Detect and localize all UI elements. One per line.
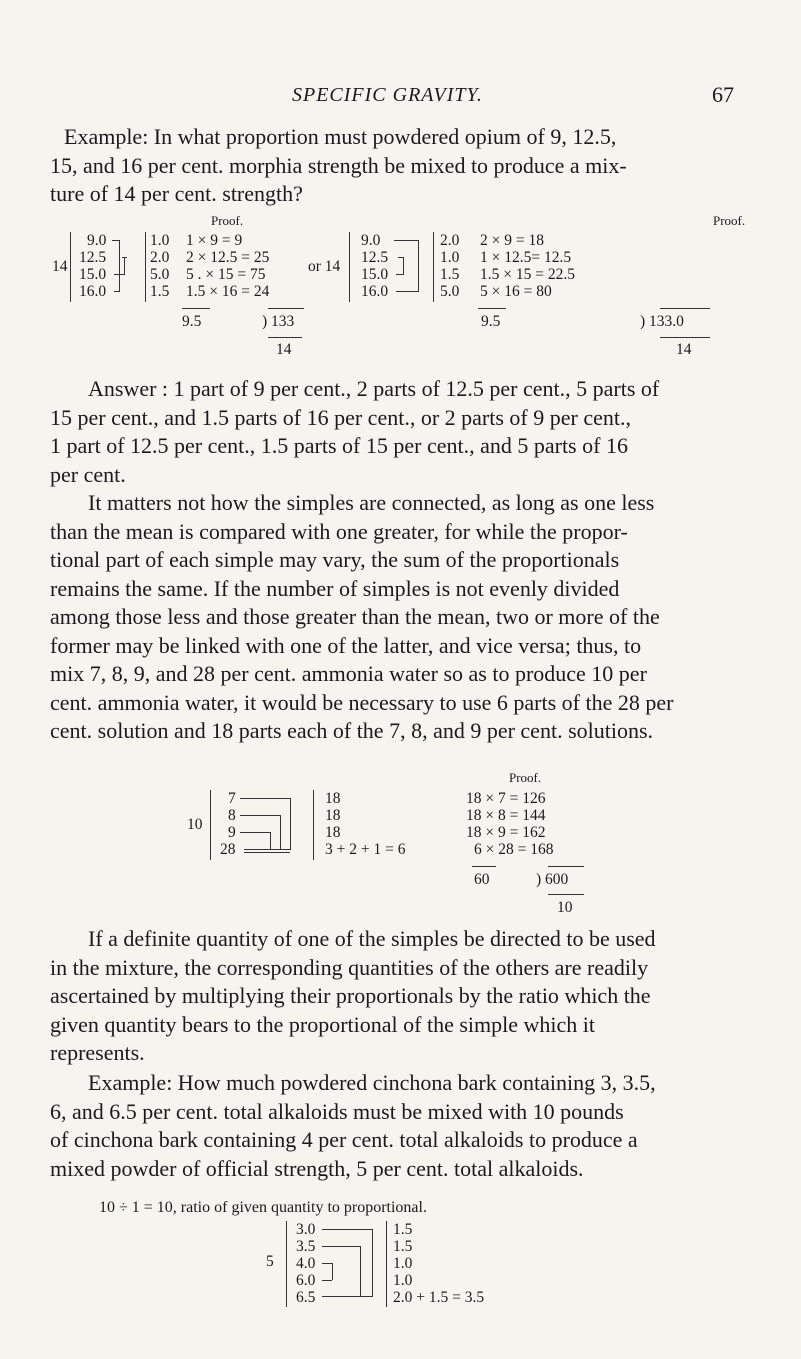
proof-line: 1.5 × 15 = 22.5 xyxy=(480,266,575,283)
proof-line: 5 . × 15 = 75 xyxy=(186,266,266,283)
text-line: represents. xyxy=(50,1040,145,1065)
part-value: 18 xyxy=(325,807,341,824)
proof-label: Proof. xyxy=(509,770,542,785)
link-line xyxy=(240,815,280,816)
text-line: 15, and 16 per cent. morphia strength be mixed to produce a mix- xyxy=(50,152,627,178)
text-line: than the mean is compared with one greater, for while the propor- xyxy=(50,518,628,544)
result-value: 14 xyxy=(676,341,692,358)
text-line: of cinchona bark containing 4 per cent. total alkaloids to produce a xyxy=(50,1127,638,1152)
simple-value: 9.0 xyxy=(87,232,107,249)
proof-line: 2 × 9 = 18 xyxy=(480,232,544,249)
sum-rule xyxy=(548,866,584,867)
part-value: 1.5 xyxy=(440,266,460,283)
proof-line: 18 × 9 = 162 xyxy=(466,824,546,841)
part-value: 1.5 xyxy=(393,1238,413,1255)
example-2-text xyxy=(50,1069,656,1183)
link-line xyxy=(360,1246,361,1297)
link-line xyxy=(244,849,290,850)
proof-line: 5 × 16 = 80 xyxy=(480,283,552,300)
simple-value: 3.0 xyxy=(296,1221,316,1238)
link-line xyxy=(114,291,119,292)
result-value: 10 xyxy=(557,899,573,916)
link-line xyxy=(322,1229,372,1230)
link-line xyxy=(244,852,290,853)
part-value: 18 xyxy=(325,824,341,841)
text-line: cent. solution and 18 parts each of the 7, 8, and 9 per cent. solutions. xyxy=(50,718,654,743)
text-line: given quantity bears to the proportional of the simple which it xyxy=(50,1011,595,1037)
text-line: 1 part of 12.5 per cent., 1.5 parts of 15 per cent., and 5 parts of 16 xyxy=(50,433,628,458)
link-line xyxy=(322,1246,360,1247)
part-value: 2.0 + 1.5 = 3.5 xyxy=(393,1289,485,1306)
simple-value: 4.0 xyxy=(296,1255,316,1272)
text-line: 15 per cent., and 1.5 parts of 16 per cent., or 2 parts of 9 per cent., xyxy=(50,404,631,430)
bracket-line xyxy=(386,1221,387,1307)
link-line xyxy=(290,798,291,850)
link-line xyxy=(114,274,124,275)
sum-rule xyxy=(182,308,210,309)
text-line: remains the same. If the number of simples is not evenly divided xyxy=(50,575,620,601)
text-line: 6, and 6.5 per cent. total alkaloids must be mixed with 10 pounds xyxy=(50,1098,624,1124)
bracket-line xyxy=(145,232,146,302)
link-line xyxy=(332,1263,333,1280)
simple-value: 3.5 xyxy=(296,1238,316,1255)
proof-line: 1 × 9 = 9 xyxy=(186,232,243,249)
mean-value: 14 xyxy=(52,258,68,275)
text-line: mix 7, 8, 9, and 28 per cent. ammonia water so as to produce 10 per xyxy=(50,661,647,686)
simple-value: 6.0 xyxy=(296,1272,316,1289)
simple-value: 6.5 xyxy=(296,1289,316,1306)
sum-value: 9.5 xyxy=(182,313,202,330)
part-value: 5.0 xyxy=(440,283,460,300)
link-line xyxy=(322,1296,372,1297)
result-value: 14 xyxy=(276,341,292,358)
proof-label: Proof. xyxy=(211,213,244,228)
text-line: It matters not how the simples are connected, as long as one less xyxy=(88,490,655,515)
link-line xyxy=(119,240,120,292)
page-number: 67 xyxy=(712,82,734,107)
text-line: Example: How much powdered cinchona bark containing 3, 3.5, xyxy=(88,1070,656,1095)
text-line: among those less and those greater than the mean, two or more of the xyxy=(50,604,660,629)
bracket-line xyxy=(349,232,350,302)
simple-value: 9 xyxy=(228,824,236,841)
text-line: per cent. xyxy=(50,461,126,487)
mean-value: 5 xyxy=(266,1253,274,1270)
simple-value: 7 xyxy=(228,790,236,807)
bracket-line xyxy=(313,790,314,860)
or-label: or 14 xyxy=(308,258,341,275)
division-value: ) 133 xyxy=(262,313,295,330)
part-value: 1.0 xyxy=(150,232,170,249)
simple-value: 8 xyxy=(228,807,236,824)
link-line xyxy=(240,832,270,833)
link-line xyxy=(372,1229,373,1297)
result-rule xyxy=(548,894,584,895)
part-value: 2.0 xyxy=(150,249,170,266)
result-rule xyxy=(268,337,302,338)
sum-rule xyxy=(660,308,710,309)
link-line xyxy=(270,832,271,850)
proof-line: 18 × 8 = 144 xyxy=(466,807,546,824)
ratio-line: 10 ÷ 1 = 10, ratio of given quantity to proportional. xyxy=(99,1199,427,1216)
answer-paragraph xyxy=(50,375,659,489)
simple-value: 15.0 xyxy=(361,266,389,283)
proof-line: 2 × 12.5 = 25 xyxy=(186,249,270,266)
link-line xyxy=(112,240,119,241)
link-line xyxy=(240,798,290,799)
text-line: mixed powder of official strength, 5 per cent. total alkaloids. xyxy=(50,1155,584,1181)
bracket-line xyxy=(433,232,434,302)
division-value: ) 600 xyxy=(536,871,569,888)
simple-value: 16.0 xyxy=(79,283,107,300)
link-line xyxy=(322,1263,332,1264)
link-line xyxy=(322,1280,332,1281)
proof-line: 18 × 7 = 126 xyxy=(466,790,546,807)
text-line: cent. ammonia water, it would be necessary to use 6 parts of the 28 per xyxy=(50,689,674,715)
text-line: ture of 14 per cent. strength? xyxy=(50,181,303,206)
part-value: 18 xyxy=(325,790,341,807)
link-line xyxy=(124,257,125,275)
sum-rule xyxy=(478,308,506,309)
mean-value: 10 xyxy=(187,816,203,833)
part-value: 1.0 xyxy=(440,249,460,266)
part-value: 1.5 xyxy=(393,1221,413,1238)
link-line xyxy=(280,815,281,850)
proof-line: 1 × 12.5= 12.5 xyxy=(480,249,572,266)
proof-line: 6 × 28 = 168 xyxy=(474,841,554,858)
part-value: 5.0 xyxy=(150,266,170,283)
part-value: 1.0 xyxy=(393,1272,413,1289)
link-line xyxy=(394,240,418,241)
link-line xyxy=(396,291,418,292)
link-line xyxy=(396,274,403,275)
text-line: If a definite quantity of one of the simples be directed to be used xyxy=(88,926,656,951)
proof-line: 1.5 × 16 = 24 xyxy=(186,283,270,300)
text-line: former may be linked with one of the latter, and vice versa; thus, to xyxy=(50,632,642,658)
part-value: 2.0 xyxy=(440,232,460,249)
part-value: 1.5 xyxy=(150,283,170,300)
simple-value: 16.0 xyxy=(361,283,389,300)
text-line: ascertained by multiplying their proportionals by the ratio which the xyxy=(50,983,651,1008)
simple-value: 12.5 xyxy=(361,249,389,266)
text-line: tional part of each simple may vary, the sum of the proportionals xyxy=(50,547,620,572)
bracket-line xyxy=(210,790,211,860)
simple-value: 9.0 xyxy=(361,232,381,249)
bracket-line xyxy=(70,232,71,302)
sum-value: 9.5 xyxy=(481,313,501,330)
simple-value: 15.0 xyxy=(79,266,107,283)
result-rule xyxy=(660,337,710,338)
example-1-text xyxy=(50,123,627,209)
definite-quantity-paragraph xyxy=(50,925,656,1068)
proof-label: Proof. xyxy=(713,213,746,228)
division-value: ) 133.0 xyxy=(640,313,684,330)
sum-value: 60 xyxy=(474,871,490,888)
sum-rule xyxy=(472,866,496,867)
part-value: 3 + 2 + 1 = 6 xyxy=(325,841,406,858)
link-line xyxy=(418,240,419,292)
simple-value: 12.5 xyxy=(79,249,107,266)
sum-rule xyxy=(268,308,304,309)
part-value: 1.0 xyxy=(393,1255,413,1272)
text-line: in the mixture, the corresponding quantities of the others are readily xyxy=(50,954,649,980)
running-header: SPECIFIC GRAVITY. xyxy=(292,84,483,106)
text-line: Answer : 1 part of 9 per cent., 2 parts of 12.5 per cent., 5 parts of xyxy=(88,376,660,401)
simple-value: 28 xyxy=(220,841,236,858)
connection-paragraph xyxy=(50,489,673,746)
link-line xyxy=(403,257,404,275)
bracket-line xyxy=(286,1221,287,1307)
text-line: Example: In what proportion must powdered opium of 9, 12.5, xyxy=(64,124,617,149)
